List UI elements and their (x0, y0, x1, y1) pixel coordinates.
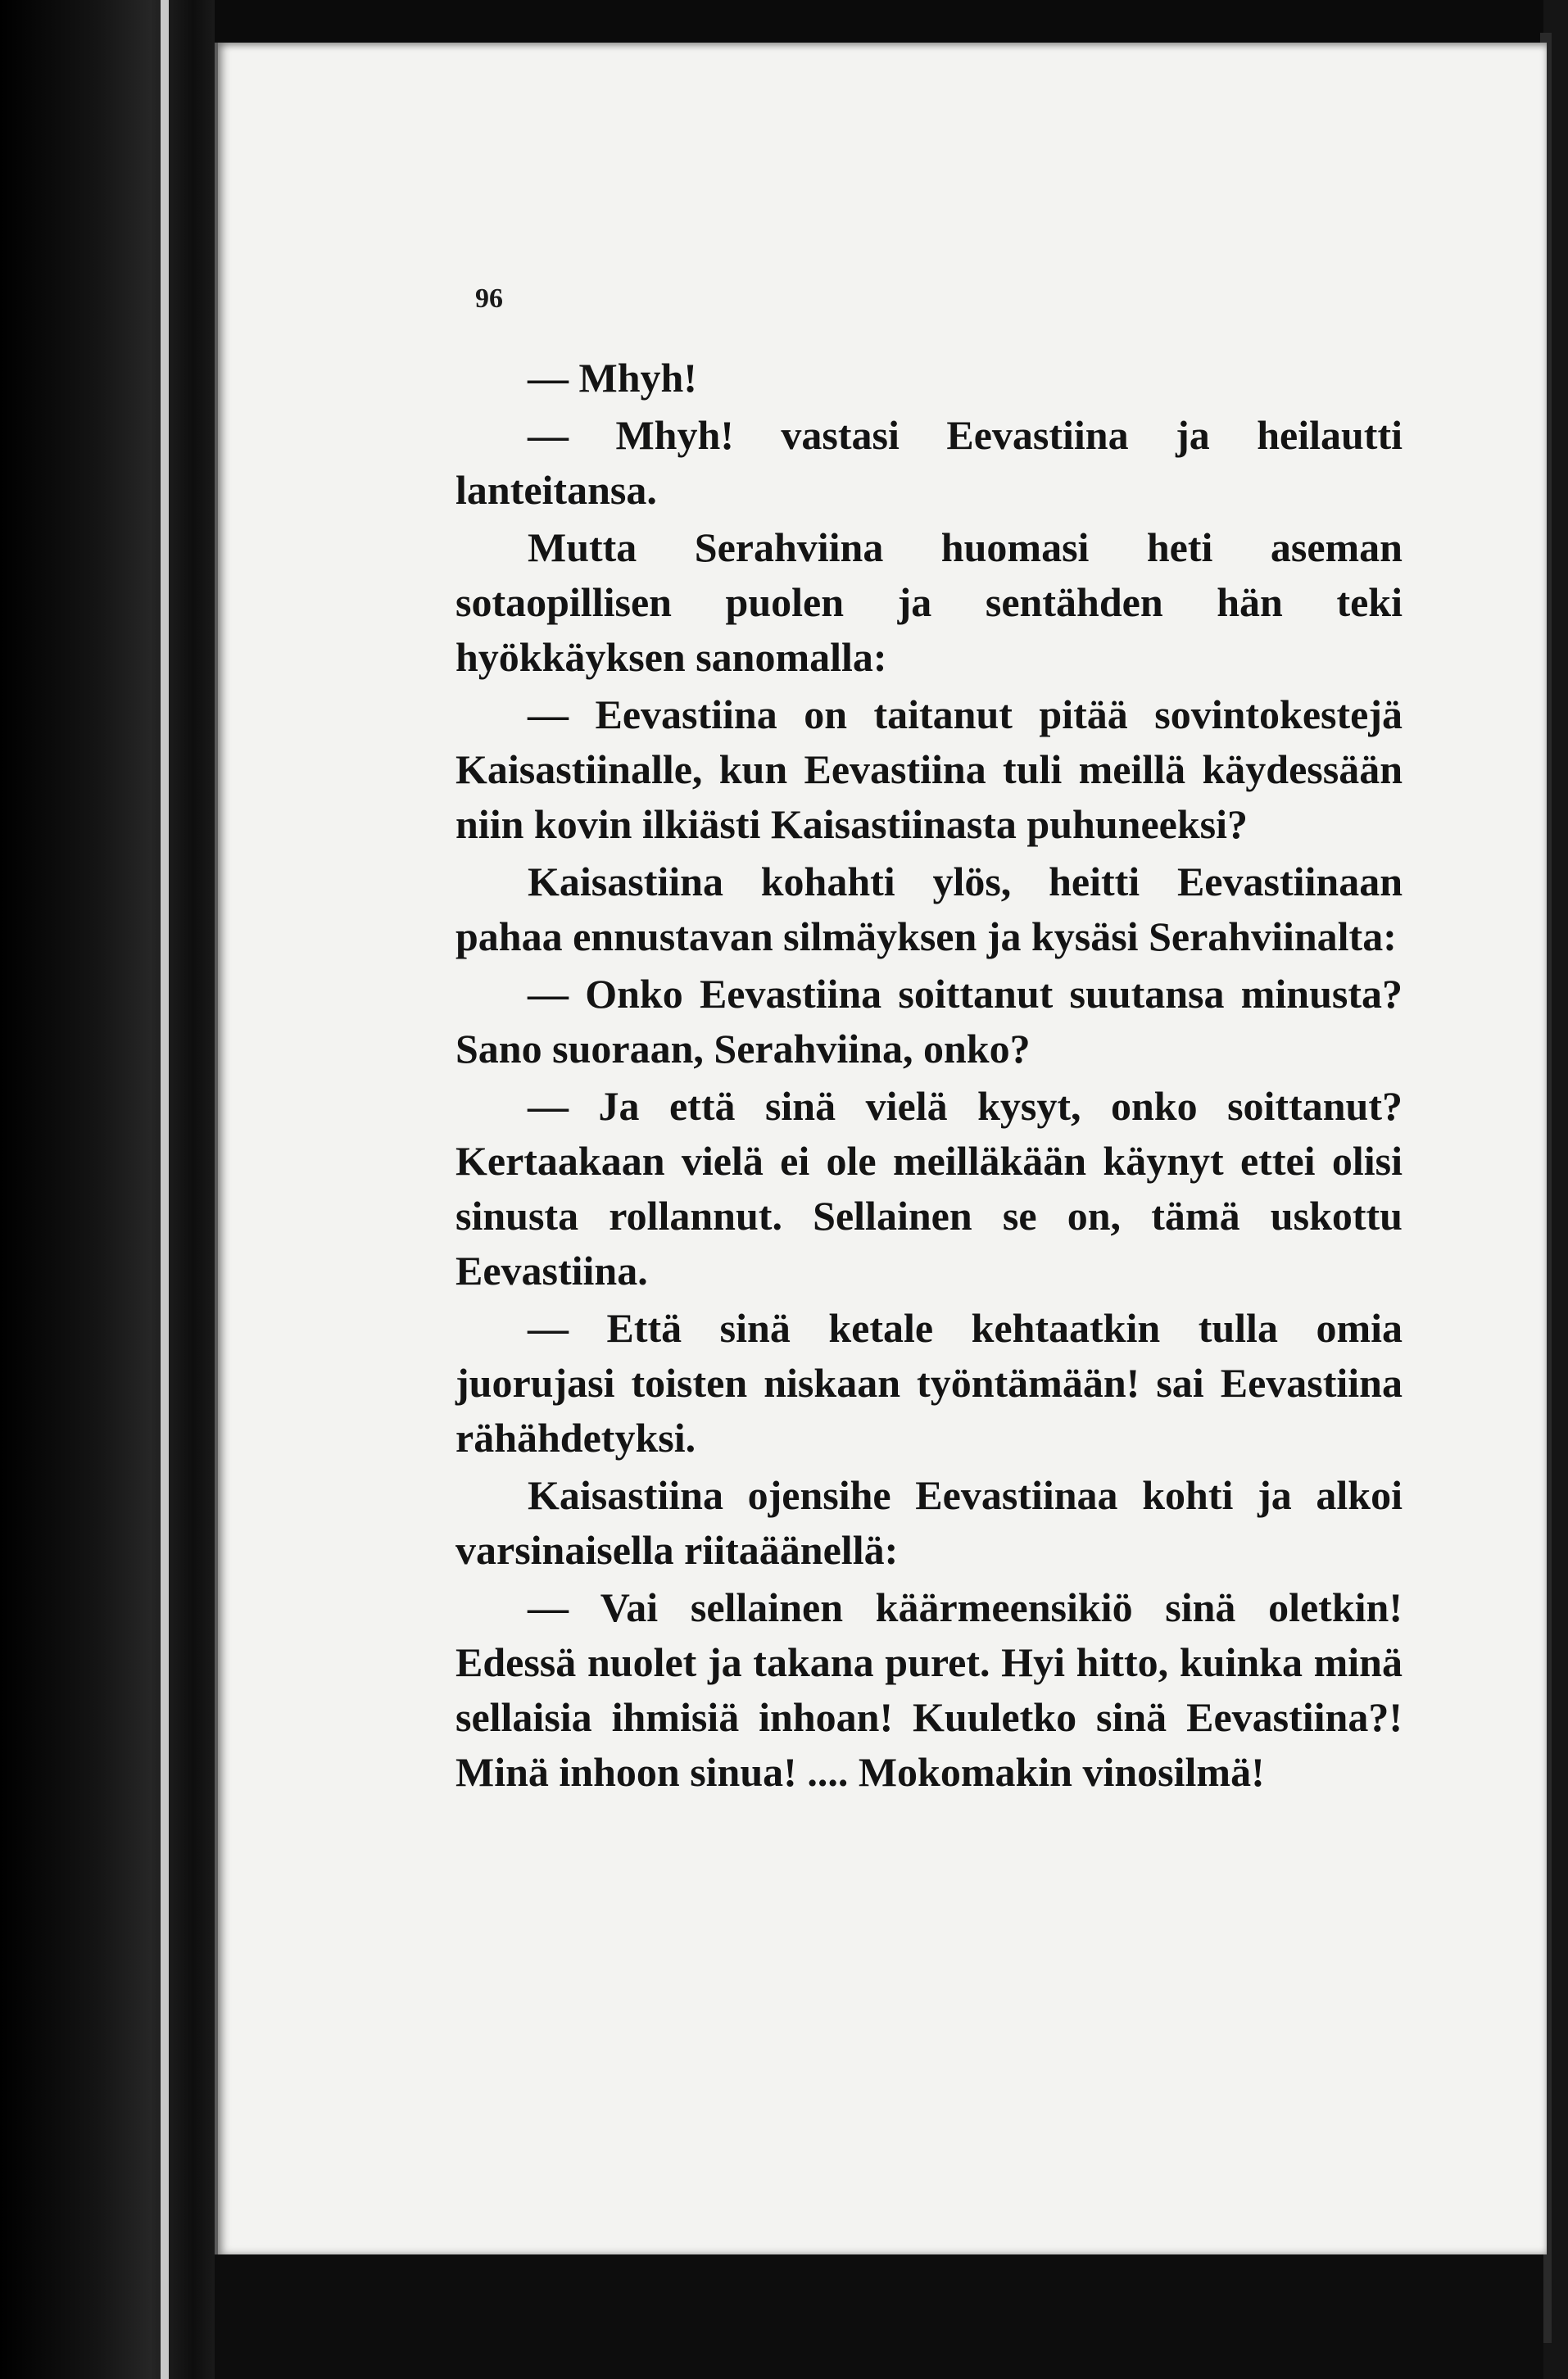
paragraph: — Mhyh! vastasi Eevastiina ja heilautti lanteitansa. (455, 412, 1403, 513)
page-number: 96 (475, 283, 503, 314)
paragraph: — Eevastiina on taitanut pitää sovintokestejä Kaisastiinalle, kun Eevastiina tuli meillä käydessään niin kovin ilkiästi Kaisastiinasta puhuneeksi? (455, 691, 1403, 847)
binding-edge-line (161, 0, 169, 2379)
scan-border-bottom (215, 2254, 1543, 2379)
paragraph: — Onko Eevastiina soittanut suutansa minusta? Sano suoraan, Serahviina, onko? (455, 971, 1403, 1072)
book-binding-left (0, 0, 215, 2379)
paragraph: — Ja että sinä vielä kysyt, onko soittanut? Kertaakaan vielä ei ole meilläkään käynyt ettei olisi sinusta rollannut. Sellainen se on, tämä uskottu Eevastiina. (455, 1083, 1403, 1294)
paragraph: Mutta Serahviina huomasi heti aseman sotaopillisen puolen ja sentähden hän teki hyökkäyksen sanomalla: (455, 524, 1403, 680)
paragraph: — Että sinä ketale kehtaatkin tulla omia juorujasi toisten niskaan työntämään! sai Eevastiina rähähdetyksi. (455, 1305, 1403, 1461)
paragraph: — Mhyh! (528, 355, 697, 401)
paragraph: Kaisastiina kohahti ylös, heitti Eevastiinaan pahaa ennustavan silmäyksen ja kysäsi Serahviinalta: (455, 859, 1403, 959)
page-body-text (455, 351, 1403, 1802)
paragraph: — Vai sellainen käärmeensikiö sinä oletkin! Edessä nuolet ja takana puret. Hyi hitto, kuinka minä sellaisia ihmisiä inhoan! Kuuletko sinä Eevastiina?! Minä inhoon sinua! .... Mokomakin vinosilmä! (455, 1584, 1403, 1795)
paragraph: Kaisastiina ojensihe Eevastiinaa kohti ja alkoi varsinaisella riitaäänellä: (455, 1472, 1403, 1573)
